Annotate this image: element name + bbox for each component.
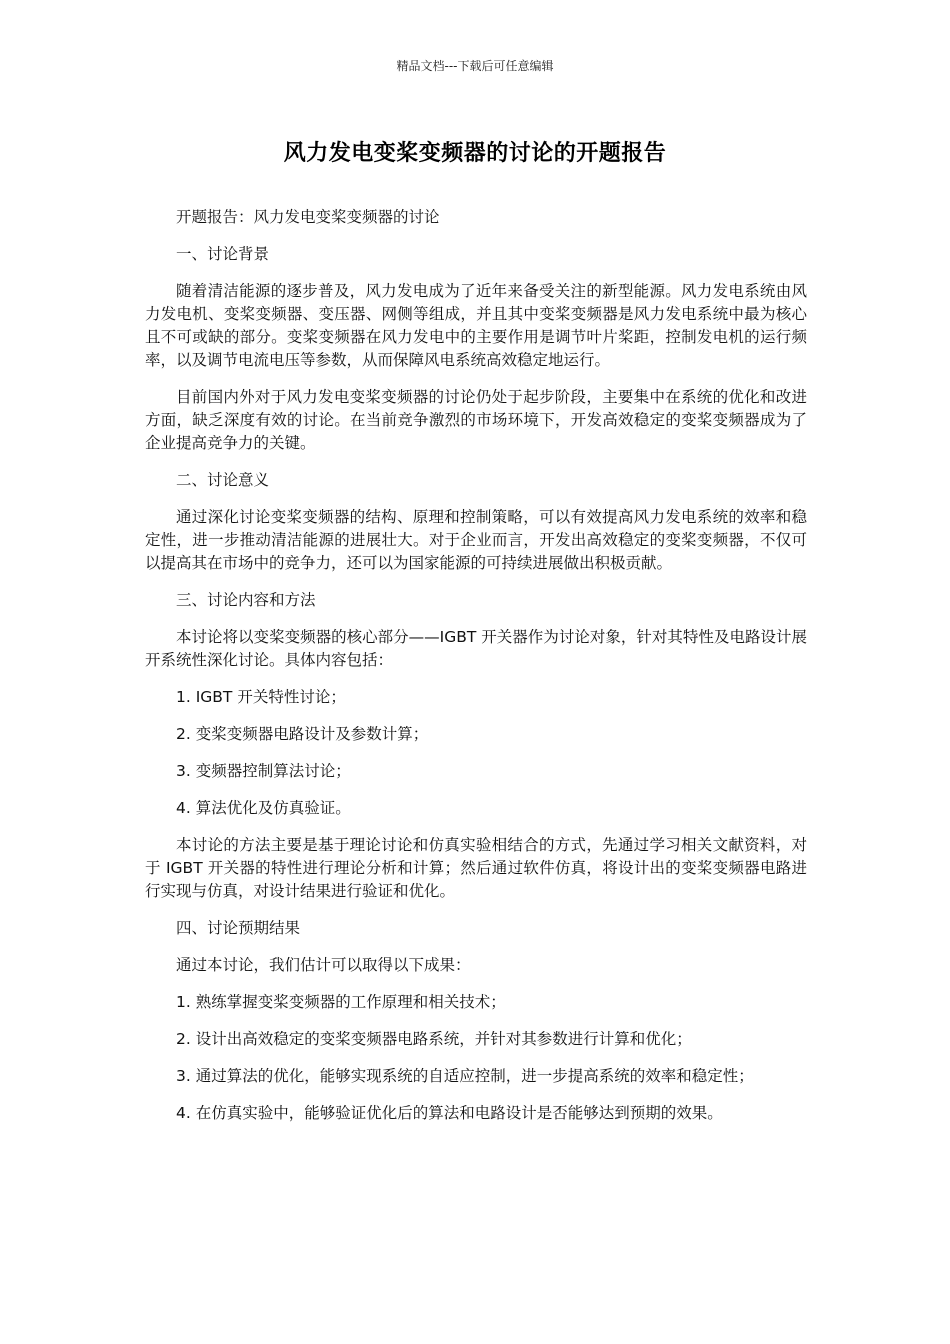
list-item: 3. 通过算法的优化，能够实现系统的自适应控制，进一步提高系统的效率和稳定性； [176,1067,754,1085]
page-header: 精品文档---下载后可任意编辑 [396,59,554,73]
paragraph: 随着清洁能源的逐步普及，风力发电成为了近年来备受关注的新型能源。风力发电系统由风力发电机、变桨变频器、变压器、网侧等组成，并且其中变桨变频器是风力发电系统中最为核心且不可或缺的部分。变桨变频器在风力发电中的主要作用是调节叶片桨距，控制发电机的运行频率，以及调节电流电压等参数，从而保障风电系统高效稳定地运行。 [145,282,807,369]
section-heading-significance: 二、讨论意义 [176,471,270,489]
paragraph: 通过深化讨论变桨变频器的结构、原理和控制策略，可以有效提高风力发电系统的效率和稳定性，进一步推动清洁能源的进展壮大。对于企业而言，开发出高效稳定的变桨变频器，不仅可以提高其在市场中的竞争力，还可以为国家能源的可持续进展做出积极贡献。 [145,508,807,572]
document-title: 风力发电变桨变频器的讨论的开题报告 [283,141,667,166]
paragraph: 本讨论将以变桨变频器的核心部分——IGBT 开关器作为讨论对象，针对其特性及电路设计展开系统性深化讨论。具体内容包括： [145,628,807,669]
list-item: 1. IGBT 开关特性讨论； [176,688,346,706]
list-item: 4. 在仿真实验中，能够验证优化后的算法和电路设计是否能够达到预期的效果。 [176,1104,723,1122]
section-heading-background: 一、讨论背景 [176,245,270,263]
section-heading-content-method: 三、讨论内容和方法 [176,591,316,609]
list-item: 2. 变桨变频器电路设计及参数计算； [176,725,429,743]
paragraph: 本讨论的方法主要是基于理论讨论和仿真实验相结合的方式，先通过学习相关文献资料，对于 IGBT 开关器的特性进行理论分析和计算；然后通过软件仿真，将设计出的变桨变频器电路进行实现与仿真，对设计结果进行验证和优化。 [145,836,807,900]
list-item: 4. 算法优化及仿真验证。 [176,799,351,817]
paragraph: 目前国内外对于风力发电变桨变频器的讨论仍处于起步阶段，主要集中在系统的优化和改进方面，缺乏深度有效的讨论。在当前竞争激烈的市场环境下，开发高效稳定的变桨变频器成为了企业提高竞争力的关键。 [145,388,807,452]
document-body [145,206,807,1139]
list-item: 1. 熟练掌握变桨变频器的工作原理和相关技术； [176,993,506,1011]
section-heading-expected-results: 四、讨论预期结果 [176,919,301,937]
list-item: 2. 设计出高效稳定的变桨变频器电路系统，并针对其参数进行计算和优化； [176,1030,692,1048]
paragraph: 通过本讨论，我们估计可以取得以下成果： [176,956,471,974]
intro-line: 开题报告：风力发电变桨变频器的讨论 [176,208,440,226]
list-item: 3. 变频器控制算法讨论； [176,762,351,780]
